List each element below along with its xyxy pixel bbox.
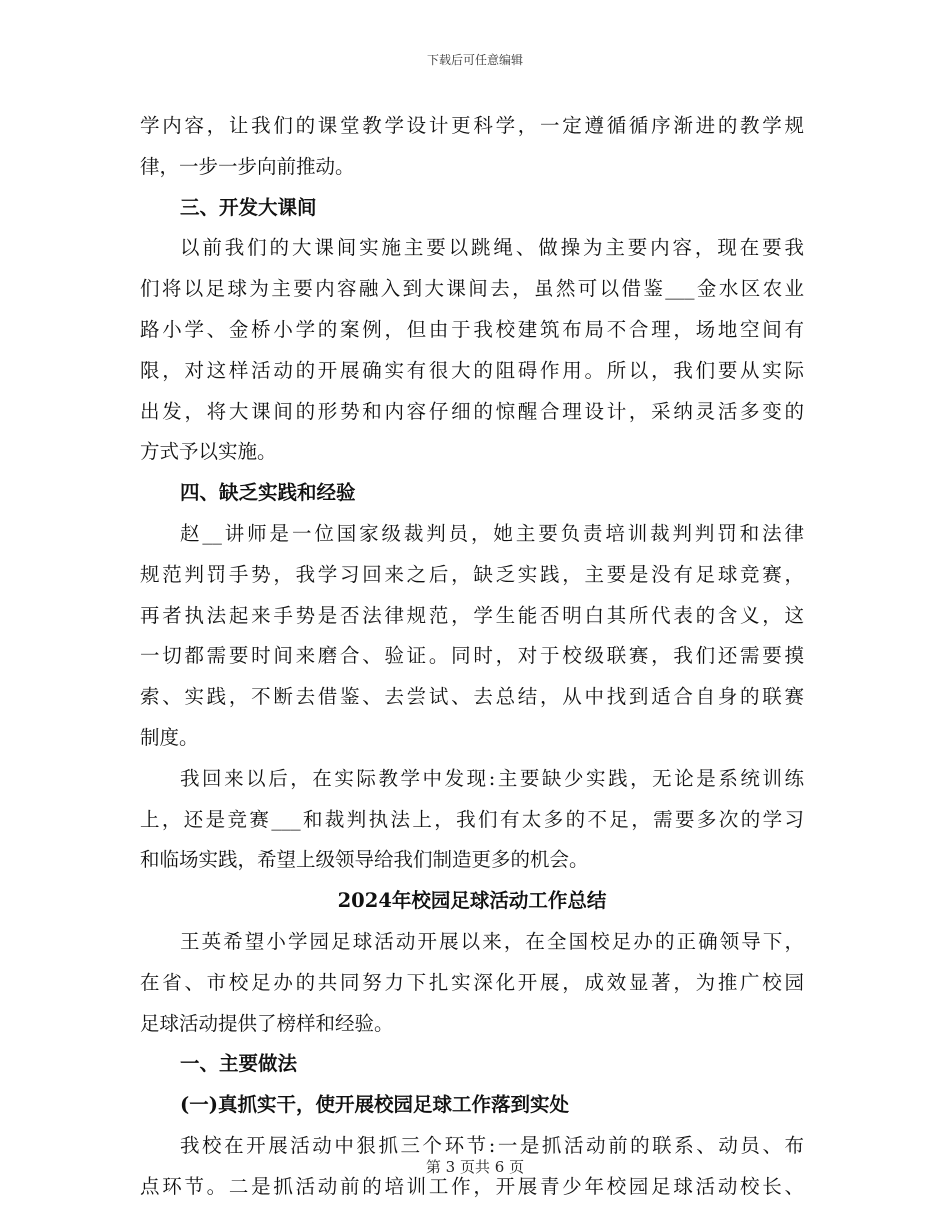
- text-line: 我回来以后，在实际教学中发现:主要缺少实践，无论是系统训练: [180, 766, 804, 790]
- section-heading: 一、主要做法: [180, 1052, 298, 1076]
- text-line: 出发，将大课间的形势和内容仔细的惊醒合理设计，采纳灵活多变的: [140, 399, 804, 423]
- text-line: 们将以足球为主要内容融入到大课间去，虽然可以借鉴___金水区农业: [140, 277, 804, 301]
- text-line: 赵__讲师是一位国家级裁判员，她主要负责培训裁判判罚和法律: [180, 521, 804, 545]
- text-line: 上，还是竞赛___和裁判执法上，我们有太多的不足，需要多次的学习: [140, 807, 804, 831]
- text-line: 和临场实践，希望上级领导给我们制造更多的机会。: [140, 848, 589, 872]
- text-line: 方式予以实施。: [140, 440, 277, 464]
- text-line: 我校在开展活动中狠抓三个环节:一是抓活动前的联系、动员、布: [180, 1133, 804, 1157]
- text-line: 以前我们的大课间实施主要以跳绳、做操为主要内容，现在要我: [180, 236, 804, 260]
- text-line: 规范判罚手势，我学习回来之后，缺乏实践，主要是没有足球竞赛，: [140, 562, 804, 586]
- section-heading: 四、缺乏实践和经验: [180, 481, 356, 505]
- text-line: 限，对这样活动的开展确实有很大的阻碍作用。所以，我们要从实际: [140, 358, 804, 382]
- page-header: 下载后可任意编辑: [426, 53, 523, 67]
- section-heading: 三、开发大课间: [180, 195, 317, 219]
- text-line: 律，一步一步向前推动。: [140, 154, 355, 178]
- text-line: 足球活动提供了榜样和经验。: [140, 1011, 394, 1035]
- text-line: 再者执法起来手势是否法律规范，学生能否明白其所代表的含义，这: [140, 603, 804, 627]
- text-line: 制度。: [140, 725, 199, 749]
- text-line: 在省、市校足办的共同努力下扎实深化开展，成效显著，为推广校园: [140, 970, 804, 994]
- text-line: 一切都需要时间来磨合、验证。同时，对于校级联赛，我们还需要摸: [140, 644, 804, 668]
- text-line: 点环节。二是抓活动前的培训工作，开展青少年校园足球活动校长、: [140, 1174, 804, 1198]
- document-title: 2024年校园足球活动工作总结: [337, 889, 607, 913]
- page-footer: 第 3 页共 6 页: [425, 1158, 525, 1176]
- document-body: [140, 106, 804, 1208]
- text-line: 索、实践，不断去借鉴、去尝试、去总结，从中找到适合自身的联赛: [140, 685, 804, 709]
- text-line: 路小学、金桥小学的案例，但由于我校建筑布局不合理，场地空间有: [140, 317, 804, 341]
- section-heading: (一)真抓实干，使开展校园足球工作落到实处: [180, 1093, 569, 1117]
- text-line: 王英希望小学园足球活动开展以来，在全国校足办的正确领导下，: [180, 929, 804, 953]
- text-line: 学内容，让我们的课堂教学设计更科学，一定遵循循序渐进的教学规: [140, 114, 804, 137]
